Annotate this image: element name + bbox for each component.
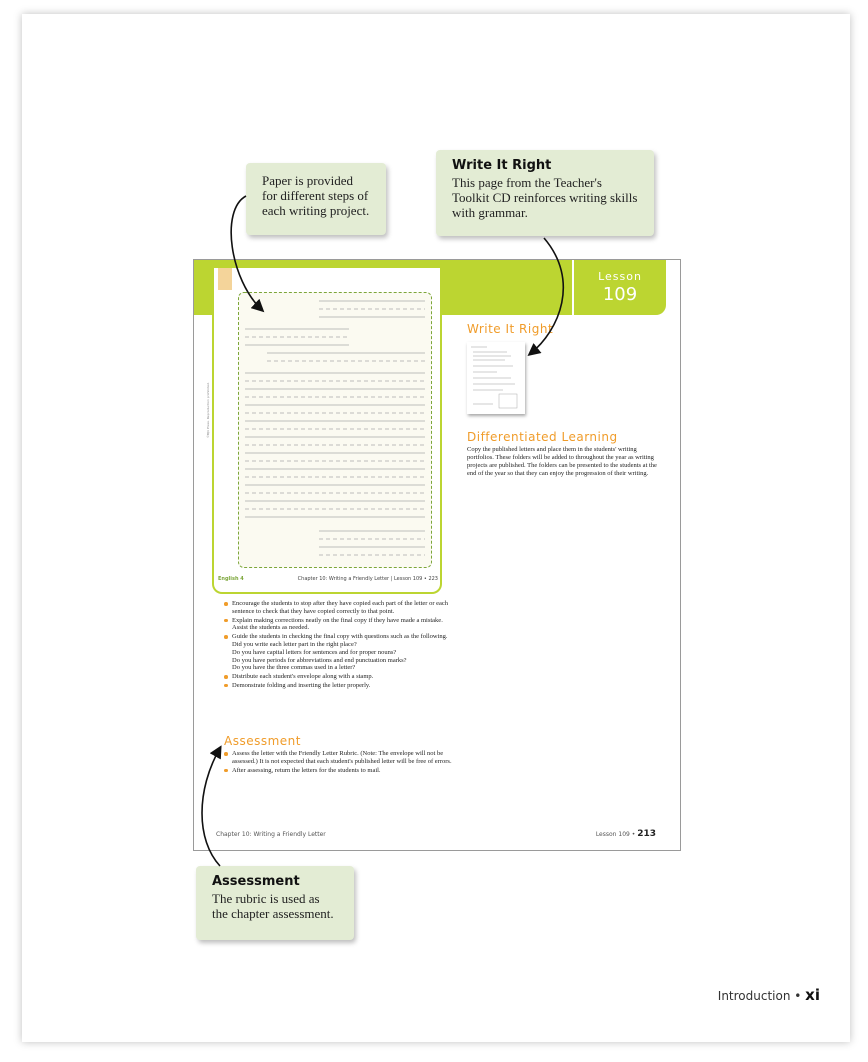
list-item: Guide the students in checking the final copy with questions such as the following. Did you write each letter part in the right place? Do you have capital letters for sentences and for proper nouns? Do you have periods for abbreviations and end punctuation marks? Do you have the three commas used in a letter? xyxy=(224,633,454,672)
lesson-number: 109 xyxy=(602,284,638,305)
page-footer-label: Introduction • xyxy=(717,989,802,1003)
textbook-page-number: 213 xyxy=(637,829,656,839)
write-it-right-callout-text: This page from the Teacher's Toolkit CD reinforces writing skills with grammar. xyxy=(452,175,638,220)
list-item: Explain making corrections neatly on the final copy if they have made a mistake. Assist the students as needed. xyxy=(224,617,454,633)
question-line: Do you have capital letters for sentences and for proper nouns? xyxy=(232,648,397,656)
assessment-callout-title: Assessment xyxy=(212,874,300,889)
list-item: Demonstrate folding and inserting the letter properly. xyxy=(224,682,454,690)
assessment-callout-text: The rubric is used as the chapter assessment. xyxy=(212,891,334,921)
question-line: Do you have periods for abbreviations and end punctuation marks? xyxy=(232,656,407,664)
page-number: xi xyxy=(805,986,820,1004)
lesson-label: Lesson xyxy=(598,270,642,283)
list-item: Encourage the students to stop after they have copied each part of the letter or each sentence to check that they have copied correctly to that point. xyxy=(224,600,454,616)
assessment-arrow xyxy=(202,748,220,866)
list-item: Assess the letter with the Friendly Letter Rubric. (Note: The envelope will not be assessed.) It is not expected that each student's published letter will be free of errors. xyxy=(224,750,454,766)
list-item: Distribute each student's envelope along with a stamp. xyxy=(224,673,454,681)
question-line: Do you have the three commas used in a letter? xyxy=(232,664,356,672)
textbook-footer-label: Lesson 109 • xyxy=(595,831,636,838)
differentiated-text: Copy the published letters and place them in the students' writing portfolios. These folders will be added to throughout the year as writing projects are published. The folders can be presented to the students at the end of the year so that they can enjoy the progression of their writing. xyxy=(467,446,657,477)
worksheet-footer-left: English 4 xyxy=(218,576,244,582)
write-it-right-arrow xyxy=(530,238,563,354)
write-it-right-heading: Write It Right xyxy=(467,322,554,336)
differentiated-heading: Differentiated Learning xyxy=(467,430,618,444)
assessment-heading: Assessment xyxy=(224,734,301,748)
write-it-right-callout-title: Write It Right xyxy=(452,158,552,173)
question-line: Did you write each letter part in the right place? xyxy=(232,640,357,648)
worksheet-footer-right: Chapter 10: Writing a Friendly Letter | Lesson 109 • 223 xyxy=(297,576,438,582)
paper-arrow xyxy=(231,196,262,310)
worksheet-side-text: ©BJU Press. Reproduction prohibited. xyxy=(206,381,210,438)
paper-callout-text: Paper is provided for different steps of each writing project. xyxy=(262,173,370,218)
page-footer xyxy=(718,986,820,1004)
list-item: After assessing, return the letters for the students to mail. xyxy=(224,767,454,775)
textbook-footer-left: Chapter 10: Writing a Friendly Letter xyxy=(216,831,326,838)
